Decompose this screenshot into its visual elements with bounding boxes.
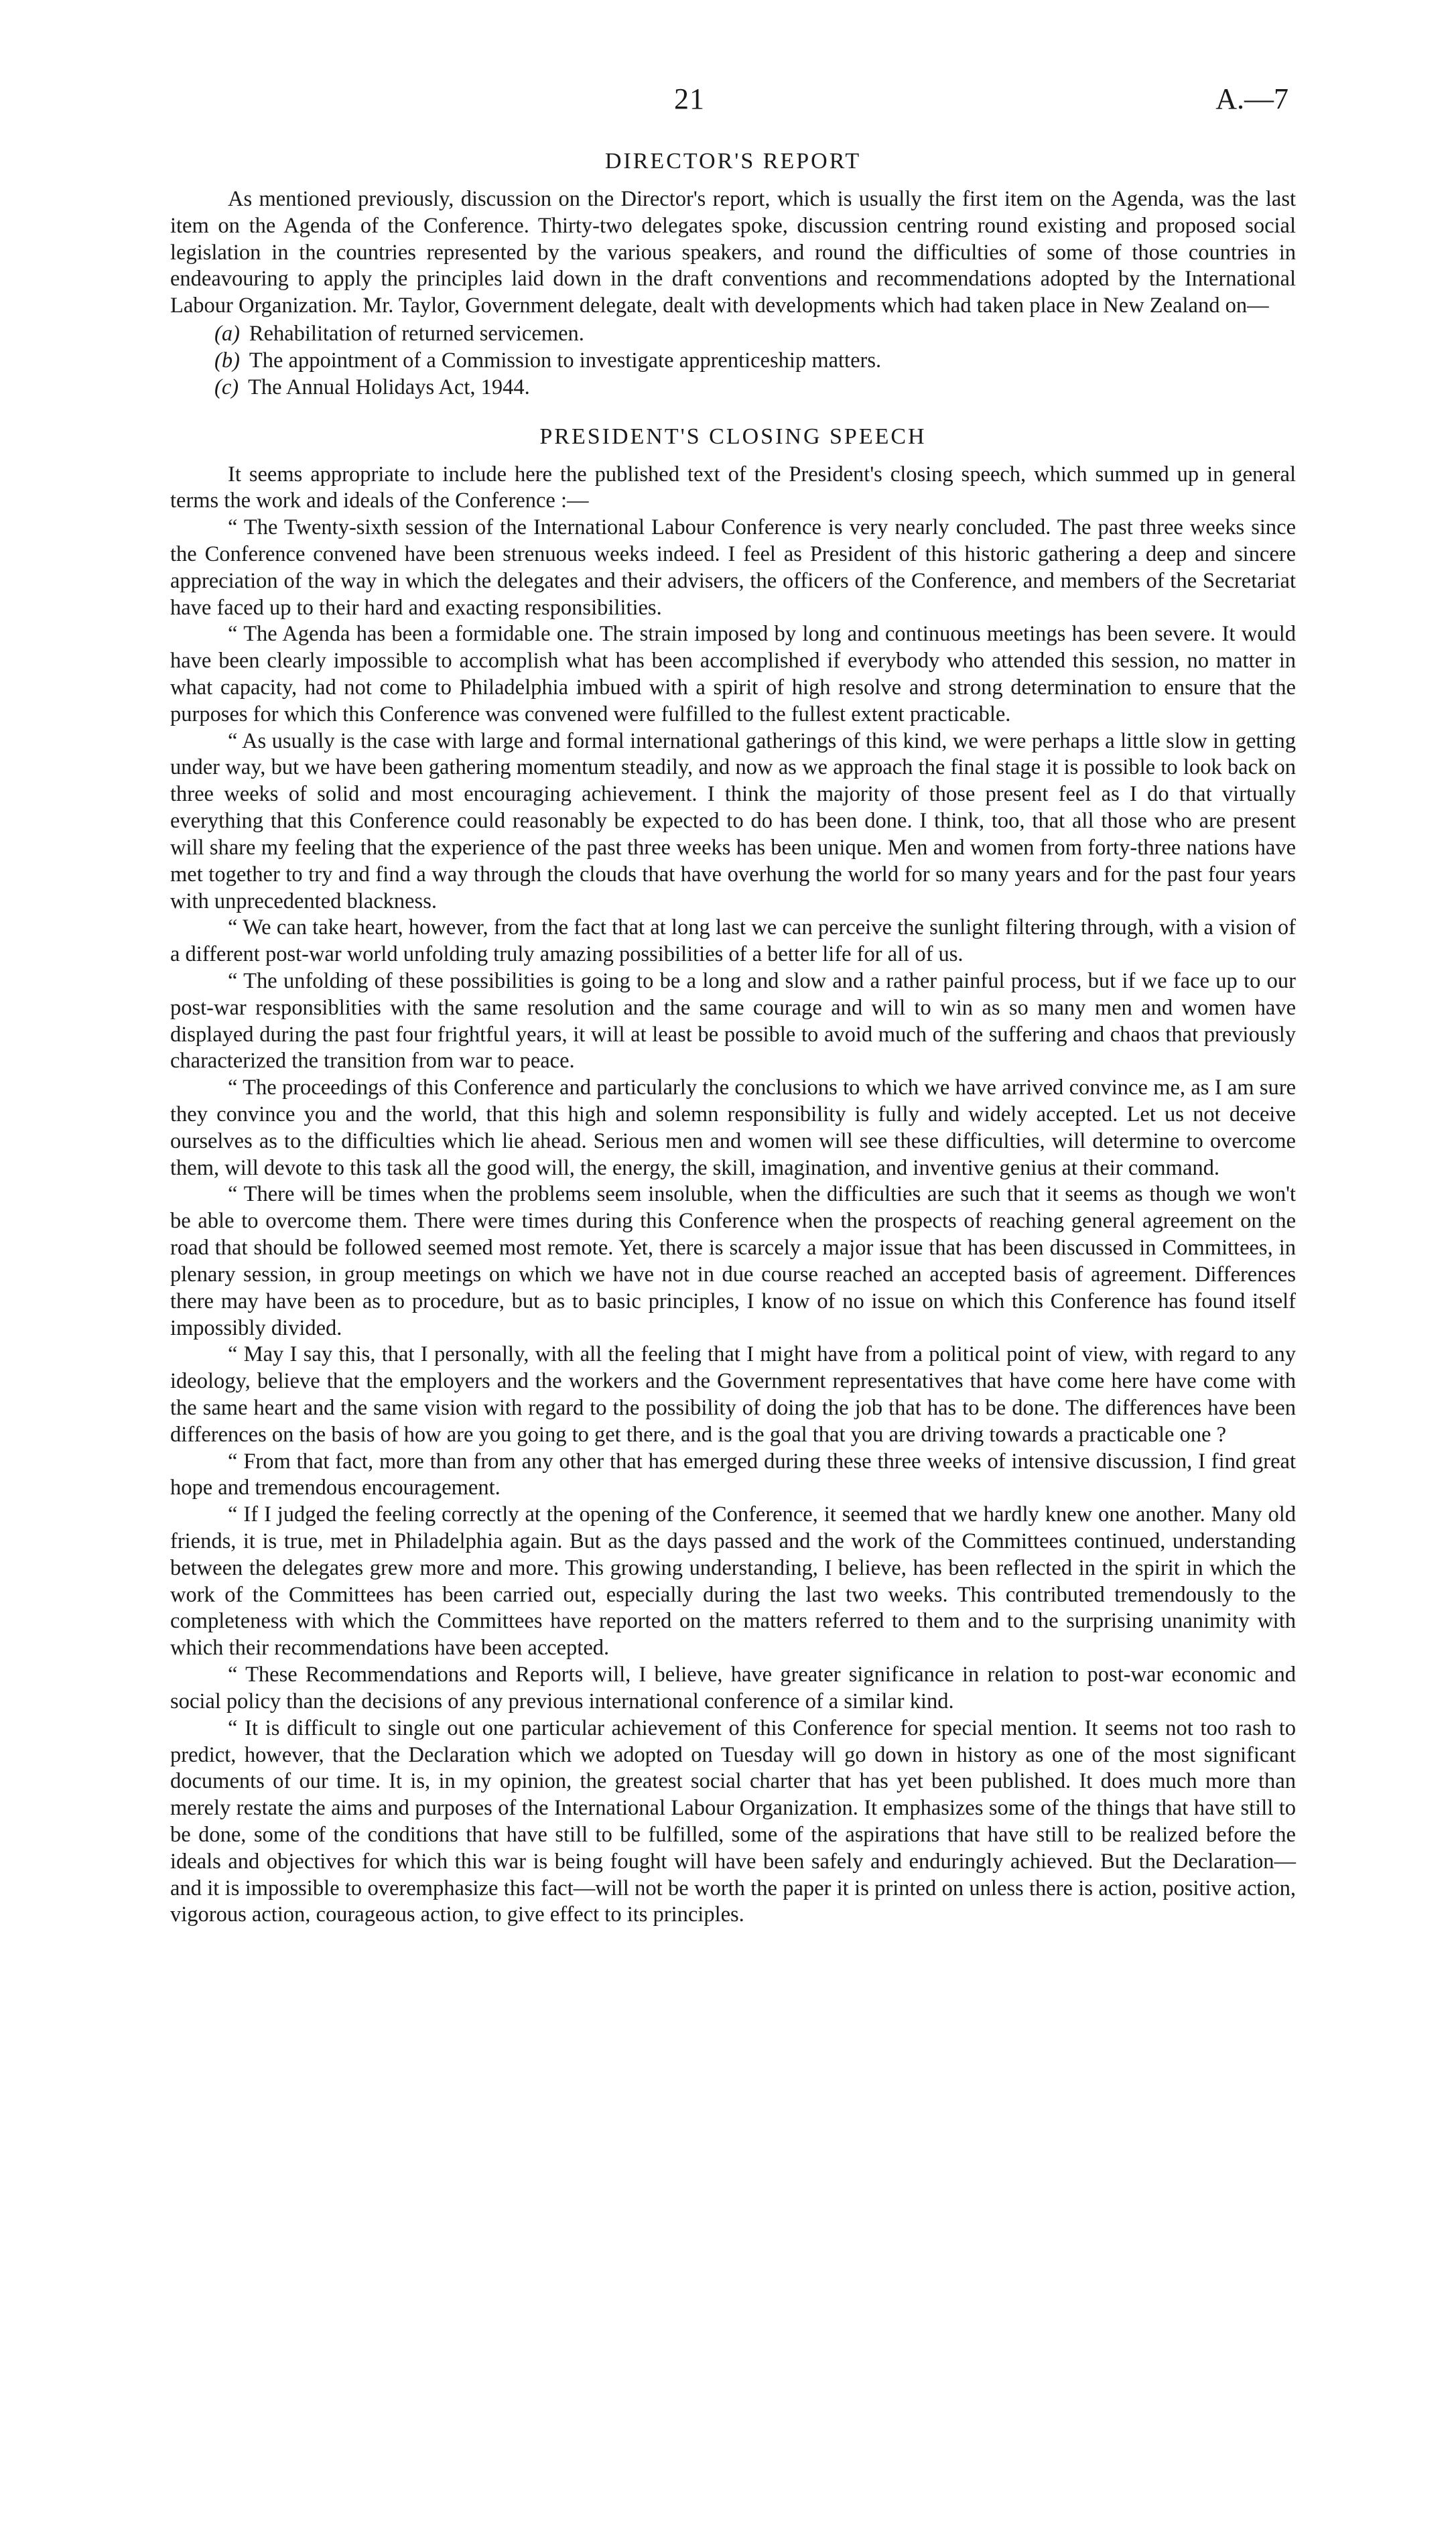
directors-report-section (170, 149, 1296, 401)
new-zealand-developments-list (170, 321, 1296, 401)
speech-paragraph: “ We can take heart, however, from the fact that at long last we can perceive the sunlight filtering through, with a vision of a different post-war world unfolding truly amazing possibilities of a better life for all of us. (170, 915, 1296, 967)
speech-paragraph: “ The Agenda has been a formidable one. The strain imposed by long and continuous meetings has been severe. It would have been clearly impossible to accomplish what has been accomplished if everybody who attended this session, no matter in what capacity, had not come to Philadelphia imbued with a spirit of high resolve and strong determination to ensure that the purposes for which this Conference was convened were fulfilled to the fullest extent practicable. (170, 622, 1296, 726)
closing-speech-heading: PRESIDENT'S CLOSING SPEECH (539, 424, 927, 449)
list-item-marker: (a) (214, 322, 240, 346)
speech-paragraph: “ As usually is the case with large and formal international gatherings of this kind, we were perhaps a little slow in getting under way, but we have been gathering momentum steadily, and now as we approach the final stage it is possible to look back on three weeks of solid and most encouraging achievement. I think the majority of those present feel as I do that virtually everything that this Conference could reasonably be expected to do has been done. I think, too, that all those who are present will share my feeling that the experience of the past three weeks has been unique. Men and women from forty-three nations have met together to try and find a way through the clouds that have overhung the world for so many years and for the past four years with unprecedented blackness. (170, 728, 1296, 913)
page-header (0, 82, 1456, 122)
list-item (170, 321, 1296, 348)
document-reference: A.—7 (1215, 82, 1288, 115)
list-item (170, 348, 1296, 375)
list-item (170, 375, 1296, 401)
page-body (170, 149, 1296, 1929)
closing-speech-section (170, 424, 1296, 1929)
speech-paragraph: “ The proceedings of this Conference and particularly the conclusions to which we have arrived convince me, as I am sure they convince you and the world, that this high and solemn responsibility is fully and widely accepted. Let us not deceive ourselves as to the difficulties which lie ahead. Serious men and women will see these difficulties, will determine to overcome them, will devote to this task all the good will, the energy, the skill, imagination, and inventive genius at their command. (170, 1076, 1296, 1180)
speech-paragraph: “ The unfolding of these possibilities is going to be a long and slow and a rather painful process, but if we face up to our post-war responsiblities with the same resolution and the same courage and will to win as so many men and women have displayed during the past four frightful years, it will at least be possible to avoid much of the suffering and chaos that previously characterized the transition from war to peace. (170, 968, 1296, 1074)
speech-paragraph: “ May I say this, that I personally, with all the feeling that I might have from a political point of view, with regard to any ideology, believe that the employers and the workers and the Government representatives that have come here have come with the same heart and the same vision with regard to the possibility of doing the job that has to be done. The differences have been differences on the basis of how are you going to get there, and is the goal that you are driving towards a practicable one ? (170, 1342, 1296, 1447)
page-number: 21 (674, 82, 705, 115)
list-item-marker: (c) (214, 375, 239, 399)
list-item-text: The appointment of a Commission to investigate apprenticeship matters. (249, 348, 882, 373)
list-item-marker: (b) (214, 348, 240, 373)
list-item-text: Rehabilitation of returned servicemen. (249, 322, 584, 346)
directors-report-intro: As mentioned previously, discussion on the Director's report, which is usually the first item on the Agenda, was the last item on the Agenda of the Conference. Thirty-two delegates spoke, discussion centring round existing and proposed social legislation in the countries represented by the various speakers, and round the difficulties of some of those countries in endeavouring to apply the principles laid down in the draft conventions and recommendations adopted by the International Labour Organization. Mr. Taylor, Government delegate, dealt with developments which had taken place in New Zealand on— (170, 187, 1296, 318)
speech-paragraph: “ If I judged the feeling correctly at the opening of the Conference, it seemed that we hardly knew one another. Many old friends, it is true, met in Philadelphia again. But as the days passed and the work of the Committees continued, understanding between the delegates grew more and more. This growing understanding, I believe, has been reflected in the spirit in which the work of the Committees has been carried out, especially during the last two weeks. This contributed tremendously to the completeness with which the Committees have reported on the matters referred to them and to the surprising unanimity with which their recommendations have been accepted. (170, 1502, 1296, 1661)
speech-paragraph: “ The Twenty-sixth session of the International Labour Conference is very nearly concluded. The past three weeks since the Conference convened have been strenuous weeks indeed. I feel as President of this historic gathering a deep and sincere appreciation of the way in which the delegates and their advisers, the officers of the Conference, and members of the Secretariat have faced up to their hard and exacting responsibilities. (170, 515, 1296, 620)
directors-report-heading: DIRECTOR'S REPORT (604, 149, 862, 174)
speech-paragraph: “ There will be times when the problems seem insoluble, when the difficulties are such that it seems as though we won't be able to overcome them. There were times during this Conference when the prospects of reaching general agreement on the road that should be followed seemed most remote. Yet, there is scarcely a major issue that has been discussed in Committees, in plenary session, in group meetings on which we have not in due course reached an accepted basis of agreement. Differences there may have been as to procedure, but as to basic principles, I know of no issue on which this Conference has found itself impossibly divided. (170, 1182, 1296, 1340)
speech-paragraph: “ From that fact, more than from any other that has emerged during these three weeks of intensive discussion, I find great hope and tremendous encouragement. (170, 1449, 1296, 1500)
speech-paragraph: “ These Recommendations and Reports will, I believe, have greater significance in relation to post-war economic and social policy than the decisions of any previous international conference of a similar kind. (170, 1663, 1296, 1713)
speech-paragraph: It seems appropriate to include here the published text of the President's closing speech, which summed up in general terms the work and ideals of the Conference :— (170, 462, 1296, 513)
speech-paragraph: “ It is difficult to single out one particular achievement of this Conference for special mention. It seems not too rash to predict, however, that the Declaration which we adopted on Tuesday will go down in history as one of the most significant documents of our time. It is, in my opinion, the greatest social charter that has yet been published. It does much more than merely restate the aims and purposes of the International Labour Organization. It emphasizes some of the things that have still to be done, some of the conditions that have still to be fulfilled, some of the aspirations that have still to be realized before the ideals and objectives for which this war is being fought will have been safely and enduringly achieved. But the Declaration—and it is impossible to overemphasize this fact—will not be worth the paper it is printed on unless there is action, positive action, vigorous action, courageous action, to give effect to its principles. (170, 1715, 1296, 1927)
list-item-text: The Annual Holidays Act, 1944. (248, 375, 530, 399)
